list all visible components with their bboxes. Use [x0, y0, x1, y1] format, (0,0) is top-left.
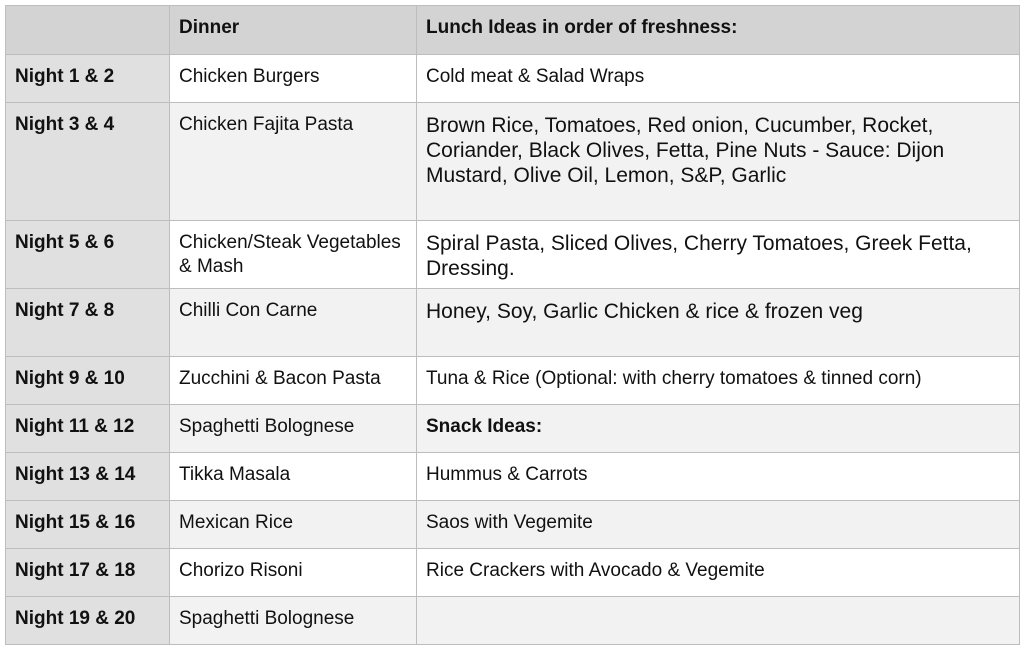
table-row [6, 549, 1020, 597]
snack-cell: Hummus & Carrots [417, 453, 1020, 501]
night-label: Night 9 & 10 [6, 357, 170, 405]
header-dinner: Dinner [170, 6, 417, 55]
table-row [6, 221, 1020, 289]
night-label: Night 7 & 8 [6, 289, 170, 357]
lunch-cell: Brown Rice, Tomatoes, Red onion, Cucumber, Rocket, Coriander, Black Olives, Fetta, Pine Nuts - Sauce: Dijon Mustard, Olive Oil, Lemon, S&P, Garlic [417, 103, 1020, 221]
dinner-cell: Chicken Burgers [170, 55, 417, 103]
lunch-cell: Cold meat & Salad Wraps [417, 55, 1020, 103]
table-row [6, 103, 1020, 221]
dinner-cell: Chorizo Risoni [170, 549, 417, 597]
night-label: Night 5 & 6 [6, 221, 170, 289]
table-row [6, 289, 1020, 357]
table-row [6, 357, 1020, 405]
night-label: Night 3 & 4 [6, 103, 170, 221]
header-lunch-ideas: Lunch Ideas in order of freshness: [417, 6, 1020, 55]
night-label: Night 13 & 14 [6, 453, 170, 501]
table-row [6, 501, 1020, 549]
night-label: Night 11 & 12 [6, 405, 170, 453]
dinner-cell: Tikka Masala [170, 453, 417, 501]
dinner-cell: Mexican Rice [170, 501, 417, 549]
night-label: Night 15 & 16 [6, 501, 170, 549]
dinner-cell: Chilli Con Carne [170, 289, 417, 357]
lunch-cell: Spiral Pasta, Sliced Olives, Cherry Tomatoes, Greek Fetta, Dressing. [417, 221, 1020, 289]
dinner-cell: Spaghetti Bolognese [170, 597, 417, 645]
lunch-cell: Honey, Soy, Garlic Chicken & rice & frozen veg [417, 289, 1020, 357]
table-row [6, 453, 1020, 501]
lunch-cell: Tuna & Rice (Optional: with cherry tomatoes & tinned corn) [417, 357, 1020, 405]
table-row [6, 55, 1020, 103]
snack-cell [417, 597, 1020, 645]
night-label: Night 1 & 2 [6, 55, 170, 103]
dinner-cell: Zucchini & Bacon Pasta [170, 357, 417, 405]
snack-cell: Saos with Vegemite [417, 501, 1020, 549]
dinner-cell: Spaghetti Bolognese [170, 405, 417, 453]
table-row [6, 405, 1020, 453]
night-label: Night 17 & 18 [6, 549, 170, 597]
meal-plan-table [5, 5, 1020, 645]
dinner-cell: Chicken Fajita Pasta [170, 103, 417, 221]
night-label: Night 19 & 20 [6, 597, 170, 645]
dinner-cell: Chicken/Steak Vegetables & Mash [170, 221, 417, 289]
snack-cell: Rice Crackers with Avocado & Vegemite [417, 549, 1020, 597]
table-row [6, 597, 1020, 645]
header-corner-cell [6, 6, 170, 55]
snack-ideas-heading: Snack Ideas: [417, 405, 1020, 453]
header-row [6, 6, 1020, 55]
